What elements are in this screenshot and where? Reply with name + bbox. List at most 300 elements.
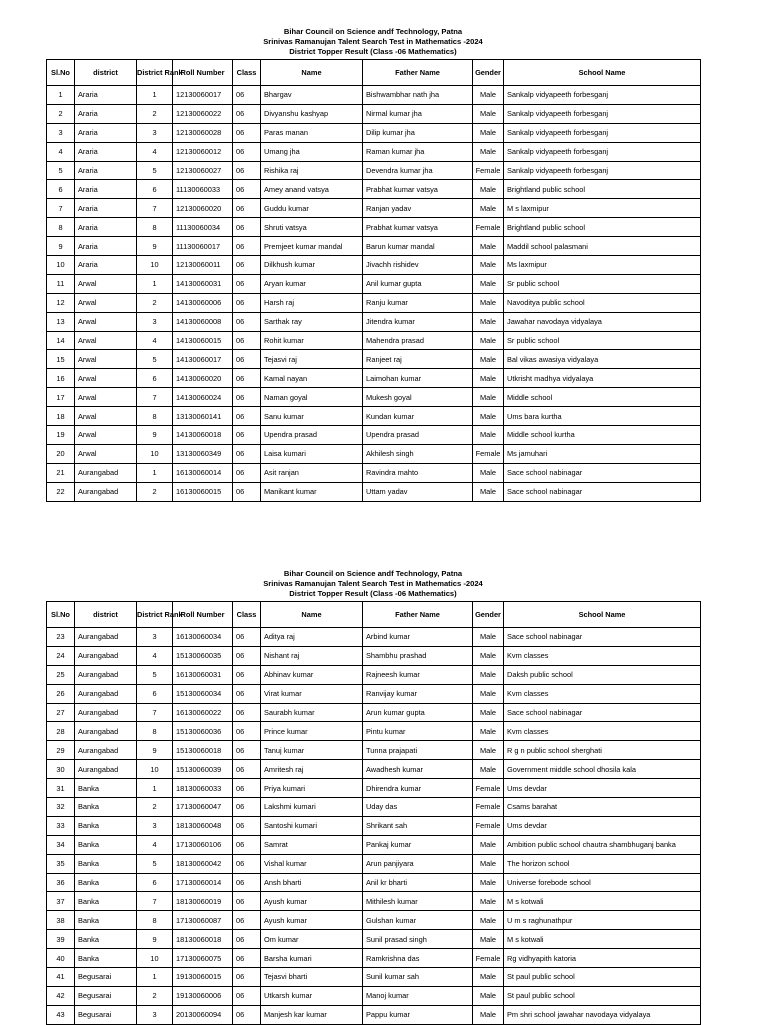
slno-cell: 17 — [47, 388, 75, 407]
table-row — [47, 684, 701, 703]
table-row — [47, 331, 701, 350]
father-name-cell: Raman kumar jha — [363, 142, 473, 161]
school-name-cell: Ums devdar — [504, 779, 701, 798]
school-name-cell: Sankalp vidyapeeth forbesganj — [504, 161, 701, 180]
class-cell: 06 — [233, 237, 261, 256]
gender-cell: Male — [473, 722, 504, 741]
gender-cell: Male — [473, 482, 504, 501]
table-row — [47, 256, 701, 275]
result-page-1 — [46, 27, 700, 502]
name-cell: Amritesh raj — [261, 760, 363, 779]
district-rank-cell: 2 — [137, 293, 173, 312]
name-cell: Asit ranjan — [261, 463, 363, 482]
father-name-cell: Mahendra prasad — [363, 331, 473, 350]
table-row — [47, 237, 701, 256]
name-cell: Sanu kumar — [261, 407, 363, 426]
gender-cell: Female — [473, 949, 504, 968]
name-cell: Ayush kumar — [261, 911, 363, 930]
father-name-cell: Prabhat kumar vatsya — [363, 180, 473, 199]
father-name-cell: Arun panjiyara — [363, 854, 473, 873]
school-name-cell: Ums bara kurtha — [504, 407, 701, 426]
roll-number-cell: 12130060027 — [173, 161, 233, 180]
school-name-cell: Pm shri school jawahar navodaya vidyalaya — [504, 1005, 701, 1024]
table-row — [47, 986, 701, 1005]
class-cell: 06 — [233, 426, 261, 445]
father-name-cell: Awadhesh kumar — [363, 760, 473, 779]
roll-number-cell: 13130060349 — [173, 444, 233, 463]
name-cell: Kamal nayan — [261, 369, 363, 388]
district-rank-cell: 2 — [137, 104, 173, 123]
class-cell: 06 — [233, 312, 261, 331]
school-name-cell: Csams barahat — [504, 798, 701, 817]
gender-cell: Male — [473, 199, 504, 218]
district-rank-cell: 4 — [137, 646, 173, 665]
school-name-cell: Sr public school — [504, 274, 701, 293]
class-cell: 06 — [233, 350, 261, 369]
father-name-cell: Dilip kumar jha — [363, 123, 473, 142]
slno-cell: 1 — [47, 86, 75, 105]
school-name-cell: Sankalp vidyapeeth forbesganj — [504, 104, 701, 123]
name-cell: Aditya raj — [261, 628, 363, 647]
roll-number-cell: 14130060008 — [173, 312, 233, 331]
slno-cell: 27 — [47, 703, 75, 722]
col-header-gender: Gender — [473, 60, 504, 86]
school-name-cell: Government middle school dhosila kala — [504, 760, 701, 779]
roll-number-cell: 16130060014 — [173, 463, 233, 482]
gender-cell: Male — [473, 892, 504, 911]
roll-number-cell: 18130060019 — [173, 892, 233, 911]
father-name-cell: Gulshan kumar — [363, 911, 473, 930]
class-cell: 06 — [233, 444, 261, 463]
school-name-cell: Sace school nabinagar — [504, 463, 701, 482]
name-cell: Paras manan — [261, 123, 363, 142]
father-name-cell: Sunil kumar sah — [363, 968, 473, 987]
class-cell: 06 — [233, 123, 261, 142]
father-name-cell: Mithilesh kumar — [363, 892, 473, 911]
roll-number-cell: 11130060034 — [173, 218, 233, 237]
slno-cell: 7 — [47, 199, 75, 218]
gender-cell: Male — [473, 1005, 504, 1024]
gender-cell: Male — [473, 237, 504, 256]
table-row — [47, 407, 701, 426]
school-name-cell: St paul public school — [504, 968, 701, 987]
district-cell: Banka — [75, 949, 137, 968]
table-row — [47, 760, 701, 779]
school-name-cell: Ms jamuhari — [504, 444, 701, 463]
gender-cell: Male — [473, 369, 504, 388]
slno-cell: 42 — [47, 986, 75, 1005]
col-header-roll-number: Roll Number — [173, 60, 233, 86]
roll-number-cell: 11130060033 — [173, 180, 233, 199]
school-name-cell: Sankalp vidyapeeth forbesganj — [504, 142, 701, 161]
name-cell: Om kumar — [261, 930, 363, 949]
class-cell: 06 — [233, 968, 261, 987]
gender-cell: Male — [473, 256, 504, 275]
name-cell: Vishal kumar — [261, 854, 363, 873]
father-name-cell: Ranvijay kumar — [363, 684, 473, 703]
district-cell: Banka — [75, 816, 137, 835]
name-cell: Saurabh kumar — [261, 703, 363, 722]
slno-cell: 22 — [47, 482, 75, 501]
father-name-cell: Mukesh goyal — [363, 388, 473, 407]
slno-cell: 15 — [47, 350, 75, 369]
name-cell: Utkarsh kumar — [261, 986, 363, 1005]
result-table — [46, 601, 701, 1025]
school-name-cell: Sankalp vidyapeeth forbesganj — [504, 86, 701, 105]
class-cell: 06 — [233, 142, 261, 161]
district-rank-cell: 7 — [137, 388, 173, 407]
gender-cell: Male — [473, 760, 504, 779]
roll-number-cell: 15130060018 — [173, 741, 233, 760]
class-cell: 06 — [233, 722, 261, 741]
school-name-cell: Brightland public school — [504, 180, 701, 199]
class-cell: 06 — [233, 646, 261, 665]
gender-cell: Female — [473, 218, 504, 237]
district-rank-cell: 8 — [137, 218, 173, 237]
name-cell: Nishant raj — [261, 646, 363, 665]
table-row — [47, 104, 701, 123]
gender-cell: Male — [473, 180, 504, 199]
class-cell: 06 — [233, 104, 261, 123]
slno-cell: 23 — [47, 628, 75, 647]
district-cell: Aurangabad — [75, 703, 137, 722]
name-cell: Tejasvi bharti — [261, 968, 363, 987]
school-name-cell: St paul public school — [504, 986, 701, 1005]
father-name-cell: Ravindra mahto — [363, 463, 473, 482]
class-cell: 06 — [233, 369, 261, 388]
table-row — [47, 274, 701, 293]
gender-cell: Male — [473, 274, 504, 293]
district-rank-cell: 8 — [137, 722, 173, 741]
table-header-row — [47, 60, 701, 86]
slno-cell: 9 — [47, 237, 75, 256]
district-rank-cell: 10 — [137, 760, 173, 779]
class-cell: 06 — [233, 835, 261, 854]
gender-cell: Female — [473, 444, 504, 463]
col-header-school-name: School Name — [504, 602, 701, 628]
name-cell: Manikant kumar — [261, 482, 363, 501]
gender-cell: Male — [473, 873, 504, 892]
name-cell: Premjeet kumar mandal — [261, 237, 363, 256]
name-cell: Priya kumari — [261, 779, 363, 798]
school-name-cell: R g n public school sherghati — [504, 741, 701, 760]
gender-cell: Male — [473, 86, 504, 105]
table-row — [47, 86, 701, 105]
gender-cell: Male — [473, 930, 504, 949]
table-row — [47, 482, 701, 501]
district-rank-cell: 5 — [137, 161, 173, 180]
name-cell: Prince kumar — [261, 722, 363, 741]
district-rank-cell: 6 — [137, 369, 173, 388]
district-cell: Arwal — [75, 369, 137, 388]
gender-cell: Male — [473, 628, 504, 647]
gender-cell: Female — [473, 798, 504, 817]
father-name-cell: Ramkrishna das — [363, 949, 473, 968]
class-cell: 06 — [233, 407, 261, 426]
father-name-cell: Rajneesh kumar — [363, 665, 473, 684]
father-name-cell: Jitendra kumar — [363, 312, 473, 331]
class-cell: 06 — [233, 180, 261, 199]
class-cell: 06 — [233, 218, 261, 237]
school-name-cell: Universe forebode school — [504, 873, 701, 892]
district-rank-cell: 4 — [137, 331, 173, 350]
col-header-class: Class — [233, 60, 261, 86]
father-name-cell: Ranjan yadav — [363, 199, 473, 218]
gender-cell: Male — [473, 665, 504, 684]
roll-number-cell: 15130060034 — [173, 684, 233, 703]
district-rank-cell: 7 — [137, 892, 173, 911]
school-name-cell: Kvm classes — [504, 684, 701, 703]
school-name-cell: Sankalp vidyapeeth forbesganj — [504, 123, 701, 142]
father-name-cell: Pintu kumar — [363, 722, 473, 741]
district-rank-cell: 10 — [137, 444, 173, 463]
roll-number-cell: 12130060011 — [173, 256, 233, 275]
class-cell: 06 — [233, 256, 261, 275]
slno-cell: 26 — [47, 684, 75, 703]
roll-number-cell: 14130060017 — [173, 350, 233, 369]
col-header-school-name: School Name — [504, 60, 701, 86]
name-cell: Dilkhush kumar — [261, 256, 363, 275]
school-name-cell: Maddil school palasmani — [504, 237, 701, 256]
table-row — [47, 350, 701, 369]
roll-number-cell: 17130060014 — [173, 873, 233, 892]
school-name-cell: Navoditya public school — [504, 293, 701, 312]
roll-number-cell: 12130060028 — [173, 123, 233, 142]
slno-cell: 13 — [47, 312, 75, 331]
roll-number-cell: 17130060087 — [173, 911, 233, 930]
slno-cell: 32 — [47, 798, 75, 817]
school-name-cell: Sr public school — [504, 331, 701, 350]
school-name-cell: M s kotwali — [504, 930, 701, 949]
gender-cell: Male — [473, 854, 504, 873]
result-title: District Topper Result (Class -06 Mathematics) — [289, 47, 457, 56]
council-title: Bihar Council on Science andf Technology, Patna — [283, 569, 463, 578]
district-rank-cell: 9 — [137, 741, 173, 760]
class-cell: 06 — [233, 665, 261, 684]
gender-cell: Male — [473, 407, 504, 426]
district-rank-cell: 2 — [137, 798, 173, 817]
class-cell: 06 — [233, 854, 261, 873]
slno-cell: 36 — [47, 873, 75, 892]
district-rank-cell: 3 — [137, 628, 173, 647]
table-row — [47, 388, 701, 407]
slno-cell: 31 — [47, 779, 75, 798]
father-name-cell: Kundan kumar — [363, 407, 473, 426]
class-cell: 06 — [233, 911, 261, 930]
col-header-district-rank: District Rank — [137, 602, 173, 628]
district-cell: Aurangabad — [75, 684, 137, 703]
school-name-cell: Ums devdar — [504, 816, 701, 835]
gender-cell: Male — [473, 312, 504, 331]
name-cell: Rishika raj — [261, 161, 363, 180]
district-cell: Aurangabad — [75, 722, 137, 741]
class-cell: 06 — [233, 482, 261, 501]
table-row — [47, 180, 701, 199]
district-cell: Banka — [75, 911, 137, 930]
slno-cell: 3 — [47, 123, 75, 142]
slno-cell: 14 — [47, 331, 75, 350]
slno-cell: 25 — [47, 665, 75, 684]
school-name-cell: Ms laxmipur — [504, 256, 701, 275]
father-name-cell: Uday das — [363, 798, 473, 817]
table-row — [47, 930, 701, 949]
class-cell: 06 — [233, 463, 261, 482]
table-row — [47, 142, 701, 161]
school-name-cell: Brightland public school — [504, 218, 701, 237]
district-cell: Aurangabad — [75, 646, 137, 665]
district-rank-cell: 9 — [137, 426, 173, 445]
roll-number-cell: 17130060106 — [173, 835, 233, 854]
roll-number-cell: 12130060022 — [173, 104, 233, 123]
slno-cell: 12 — [47, 293, 75, 312]
gender-cell: Male — [473, 350, 504, 369]
class-cell: 06 — [233, 703, 261, 722]
class-cell: 06 — [233, 873, 261, 892]
father-name-cell: Ranjeet raj — [363, 350, 473, 369]
gender-cell: Male — [473, 835, 504, 854]
district-cell: Araria — [75, 86, 137, 105]
school-name-cell: U m s raghunathpur — [504, 911, 701, 930]
father-name-cell: Shambhu prashad — [363, 646, 473, 665]
father-name-cell: Ranju kumar — [363, 293, 473, 312]
name-cell: Harsh raj — [261, 293, 363, 312]
gender-cell: Male — [473, 331, 504, 350]
table-body — [47, 628, 701, 1025]
gender-cell: Female — [473, 816, 504, 835]
father-name-cell: Laimohan kumar — [363, 369, 473, 388]
district-rank-cell: 1 — [137, 274, 173, 293]
class-cell: 06 — [233, 1005, 261, 1024]
roll-number-cell: 14130060020 — [173, 369, 233, 388]
table-row — [47, 703, 701, 722]
class-cell: 06 — [233, 274, 261, 293]
class-cell: 06 — [233, 949, 261, 968]
col-header-district: district — [75, 60, 137, 86]
gender-cell: Male — [473, 911, 504, 930]
father-name-cell: Devendra kumar jha — [363, 161, 473, 180]
district-rank-cell: 3 — [137, 1005, 173, 1024]
roll-number-cell: 18130060033 — [173, 779, 233, 798]
slno-cell: 33 — [47, 816, 75, 835]
gender-cell: Male — [473, 646, 504, 665]
roll-number-cell: 15130060039 — [173, 760, 233, 779]
gender-cell: Male — [473, 986, 504, 1005]
name-cell: Aryan kumar — [261, 274, 363, 293]
slno-cell: 35 — [47, 854, 75, 873]
school-name-cell: Ambition public school chautra shambhuganj banka — [504, 835, 701, 854]
school-name-cell: M s kotwali — [504, 892, 701, 911]
district-cell: Arwal — [75, 331, 137, 350]
table-row — [47, 312, 701, 331]
class-cell: 06 — [233, 628, 261, 647]
district-rank-cell: 1 — [137, 463, 173, 482]
col-header-gender: Gender — [473, 602, 504, 628]
father-name-cell: Nirmal kumar jha — [363, 104, 473, 123]
district-rank-cell: 5 — [137, 665, 173, 684]
father-name-cell: Manoj kumar — [363, 986, 473, 1005]
slno-cell: 39 — [47, 930, 75, 949]
slno-cell: 34 — [47, 835, 75, 854]
district-rank-cell: 1 — [137, 968, 173, 987]
class-cell: 06 — [233, 986, 261, 1005]
name-cell: Divyanshu kashyap — [261, 104, 363, 123]
table-row — [47, 628, 701, 647]
gender-cell: Male — [473, 703, 504, 722]
father-name-cell: Sunil prasad singh — [363, 930, 473, 949]
district-cell: Arwal — [75, 312, 137, 331]
table-row — [47, 444, 701, 463]
table-row — [47, 463, 701, 482]
name-cell: Ayush kumar — [261, 892, 363, 911]
slno-cell: 18 — [47, 407, 75, 426]
class-cell: 06 — [233, 892, 261, 911]
name-cell: Naman goyal — [261, 388, 363, 407]
col-header-father-name: Father Name — [363, 602, 473, 628]
father-name-cell: Barun kumar mandal — [363, 237, 473, 256]
father-name-cell: Bishwambhar nath jha — [363, 86, 473, 105]
name-cell: Ansh bharti — [261, 873, 363, 892]
gender-cell: Male — [473, 684, 504, 703]
col-header-district-rank: District Rank — [137, 60, 173, 86]
father-name-cell: Dhirendra kumar — [363, 779, 473, 798]
name-cell: Guddu kumar — [261, 199, 363, 218]
district-cell: Begusarai — [75, 1005, 137, 1024]
school-name-cell: Rg vidhyapith katoria — [504, 949, 701, 968]
roll-number-cell: 14130060018 — [173, 426, 233, 445]
slno-cell: 19 — [47, 426, 75, 445]
father-name-cell: Anil kr bharti — [363, 873, 473, 892]
table-row — [47, 293, 701, 312]
district-cell: Banka — [75, 835, 137, 854]
district-rank-cell: 3 — [137, 123, 173, 142]
name-cell: Manjesh kar kumar — [261, 1005, 363, 1024]
district-cell: Aurangabad — [75, 482, 137, 501]
roll-number-cell: 12130060020 — [173, 199, 233, 218]
slno-cell: 5 — [47, 161, 75, 180]
slno-cell: 11 — [47, 274, 75, 293]
school-name-cell: Daksh public school — [504, 665, 701, 684]
roll-number-cell: 16130060031 — [173, 665, 233, 684]
col-header-name: Name — [261, 60, 363, 86]
table-row — [47, 426, 701, 445]
roll-number-cell: 20130060094 — [173, 1005, 233, 1024]
class-cell: 06 — [233, 161, 261, 180]
class-cell: 06 — [233, 331, 261, 350]
district-cell: Arwal — [75, 444, 137, 463]
district-rank-cell: 4 — [137, 142, 173, 161]
district-cell: Aurangabad — [75, 665, 137, 684]
father-name-cell: Arun kumar gupta — [363, 703, 473, 722]
district-rank-cell: 5 — [137, 854, 173, 873]
col-header-class: Class — [233, 602, 261, 628]
roll-number-cell: 18130060042 — [173, 854, 233, 873]
class-cell: 06 — [233, 779, 261, 798]
district-cell: Araria — [75, 218, 137, 237]
district-rank-cell: 2 — [137, 482, 173, 501]
district-cell: Begusarai — [75, 968, 137, 987]
school-name-cell: Kvm classes — [504, 646, 701, 665]
class-cell: 06 — [233, 293, 261, 312]
slno-cell: 10 — [47, 256, 75, 275]
roll-number-cell: 16130060022 — [173, 703, 233, 722]
class-cell: 06 — [233, 684, 261, 703]
father-name-cell: Upendra prasad — [363, 426, 473, 445]
name-cell: Rohit kumar — [261, 331, 363, 350]
district-rank-cell: 7 — [137, 703, 173, 722]
district-rank-cell: 10 — [137, 949, 173, 968]
slno-cell: 6 — [47, 180, 75, 199]
slno-cell: 20 — [47, 444, 75, 463]
